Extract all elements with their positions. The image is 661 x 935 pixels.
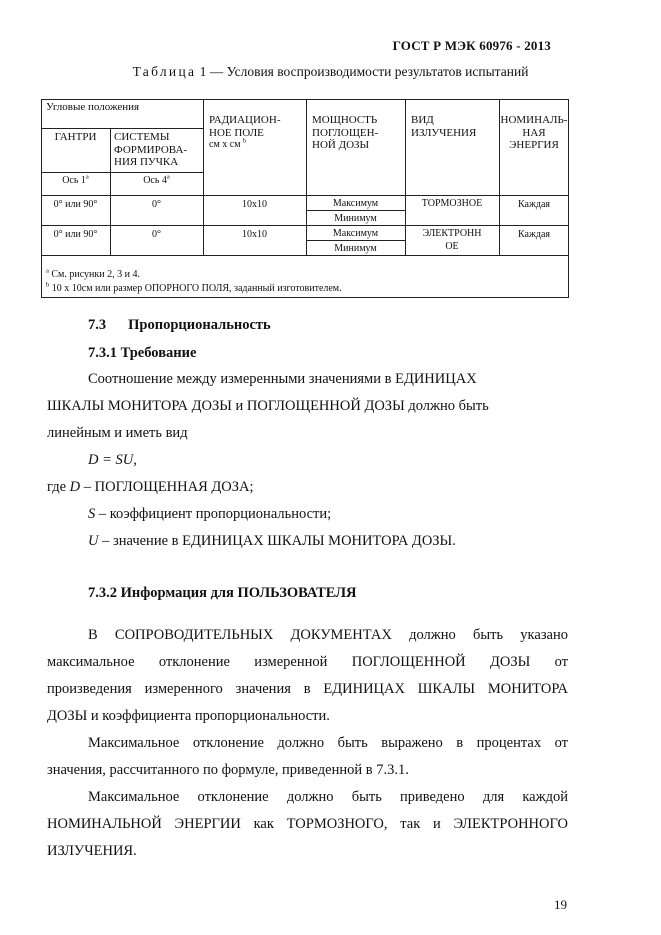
paragraph-4-line-1: Максимальное отклонение должно быть приведено для каждой xyxy=(88,789,568,805)
paragraph-2-line-3: произведения измеренного значения в ЕДИНИЦАХ ШКАЛЫ МОНИТОРА xyxy=(47,681,568,697)
paragraph-1-line-2: ШКАЛЫ МОНИТОРА ДОЗЫ и ПОГЛОЩЕННОЙ ДОЗЫ должно быть xyxy=(47,398,489,414)
header-nominal-energy: НОМИНАЛЬ- НАЯ ЭНЕРГИЯ xyxy=(500,114,568,151)
header-axis-1: Ось 1$^a$ xyxy=(62,173,89,186)
caption-number: 1 xyxy=(199,64,207,79)
where-u-line: U – значение в ЕДИНИЦАХ ШКАЛЫ МОНИТОРА ДОЗЫ. xyxy=(88,533,456,549)
paragraph-4-line-3: ИЗЛУЧЕНИЯ. xyxy=(47,843,137,859)
table-row-1-rate-min: Минимум xyxy=(334,213,377,224)
table-row-2-gantry: 0° или 90° xyxy=(53,229,98,240)
document-header: ГОСТ Р МЭК 60976 - 2013 xyxy=(392,38,551,53)
table-row-1-gantry: 0° или 90° xyxy=(53,199,98,210)
table-row-2-energy: Каждая xyxy=(517,229,550,240)
table-row-1-rate-max: Максимум xyxy=(332,198,379,209)
page-number: 19 xyxy=(554,897,567,912)
where-d-line: где D – ПОГЛОЩЕННАЯ ДОЗА; xyxy=(47,479,254,495)
table-row-2-field: 10х10 xyxy=(242,229,267,240)
header-radiation-field: РАДИАЦИОН- НОЕ ПОЛЕ см х см $^b$ xyxy=(209,114,281,150)
paragraph-2-line-4: ДОЗЫ и коэффициента пропорциональности. xyxy=(47,708,330,724)
caption-label: Таблица xyxy=(132,64,197,79)
header-radiation-type: ВИД ИЗЛУЧЕНИЯ xyxy=(411,114,477,139)
table-footnote-a: $^a$ См. рисунки 2, 3 и 4. xyxy=(46,267,140,280)
paragraph-2-line-1: В СОПРОВОДИТЕЛЬНЫХ ДОКУМЕНТАХ должно быть указано xyxy=(88,627,568,643)
header-axis-4: Ось 4$^a$ xyxy=(143,173,170,186)
section-7-3-2-heading: 7.3.2 Информация для ПОЛЬЗОВАТЕЛЯ xyxy=(88,585,357,601)
table-caption xyxy=(0,64,661,80)
section-7-3-heading: 7.3 Пропорциональность xyxy=(88,317,271,333)
caption-text: — Условия воспроизводимости результатов испытаний xyxy=(209,64,529,79)
table-row-1-energy: Каждая xyxy=(517,199,550,210)
header-beam-systems: СИСТЕМЫ ФОРМИРОВА- НИЯ ПУЧКА xyxy=(114,131,188,168)
table-row-1-field: 10х10 xyxy=(242,199,267,210)
conditions-table xyxy=(41,99,569,298)
paragraph-1-line-3: линейным и иметь вид xyxy=(47,425,188,441)
paragraph-1-line-1: Соотношение между измеренными значениями в ЕДИНИЦАХ xyxy=(88,371,477,387)
header-gantry: ГАНТРИ xyxy=(54,131,97,143)
table-footnote-b: $^b$ 10 х 10см или размер ОПОРНОГО ПОЛЯ, заданный изготовителем. xyxy=(46,281,342,294)
paragraph-3-line-2: значения, рассчитанного по формуле, приведенной в 7.3.1. xyxy=(47,762,409,778)
header-dose-rate: МОЩНОСТЬ ПОГЛОЩЕН- НОЙ ДОЗЫ xyxy=(312,114,379,151)
table-row-2-rate-min: Минимум xyxy=(334,243,377,254)
section-7-3-1-heading: 7.3.1 Требование xyxy=(88,345,197,361)
table-row-1-beam: 0° xyxy=(152,199,161,210)
table-row-2-rate-max: Максимум xyxy=(332,228,379,239)
table-row-1-type: ТОРМОЗНОЕ xyxy=(421,198,483,209)
formula: D = SU, xyxy=(88,452,137,468)
table-row-2-beam: 0° xyxy=(152,229,161,240)
table-row-2-type: ЭЛЕКТРОНН ОЕ xyxy=(422,228,482,252)
where-s-line: S – коэффициент пропорциональности; xyxy=(88,506,332,522)
paragraph-4-line-2: НОМИНАЛЬНОЙ ЭНЕРГИИ как ТОРМОЗНОГО, так и ЭЛЕКТРОННОГО xyxy=(47,816,568,832)
paragraph-3-line-1: Максимальное отклонение должно быть выражено в процентах от xyxy=(88,735,568,751)
header-angular-positions: Угловые положения xyxy=(46,101,140,113)
paragraph-2-line-2: максимальное отклонение измеренной ПОГЛОЩЕННОЙ ДОЗЫ от xyxy=(47,654,568,670)
